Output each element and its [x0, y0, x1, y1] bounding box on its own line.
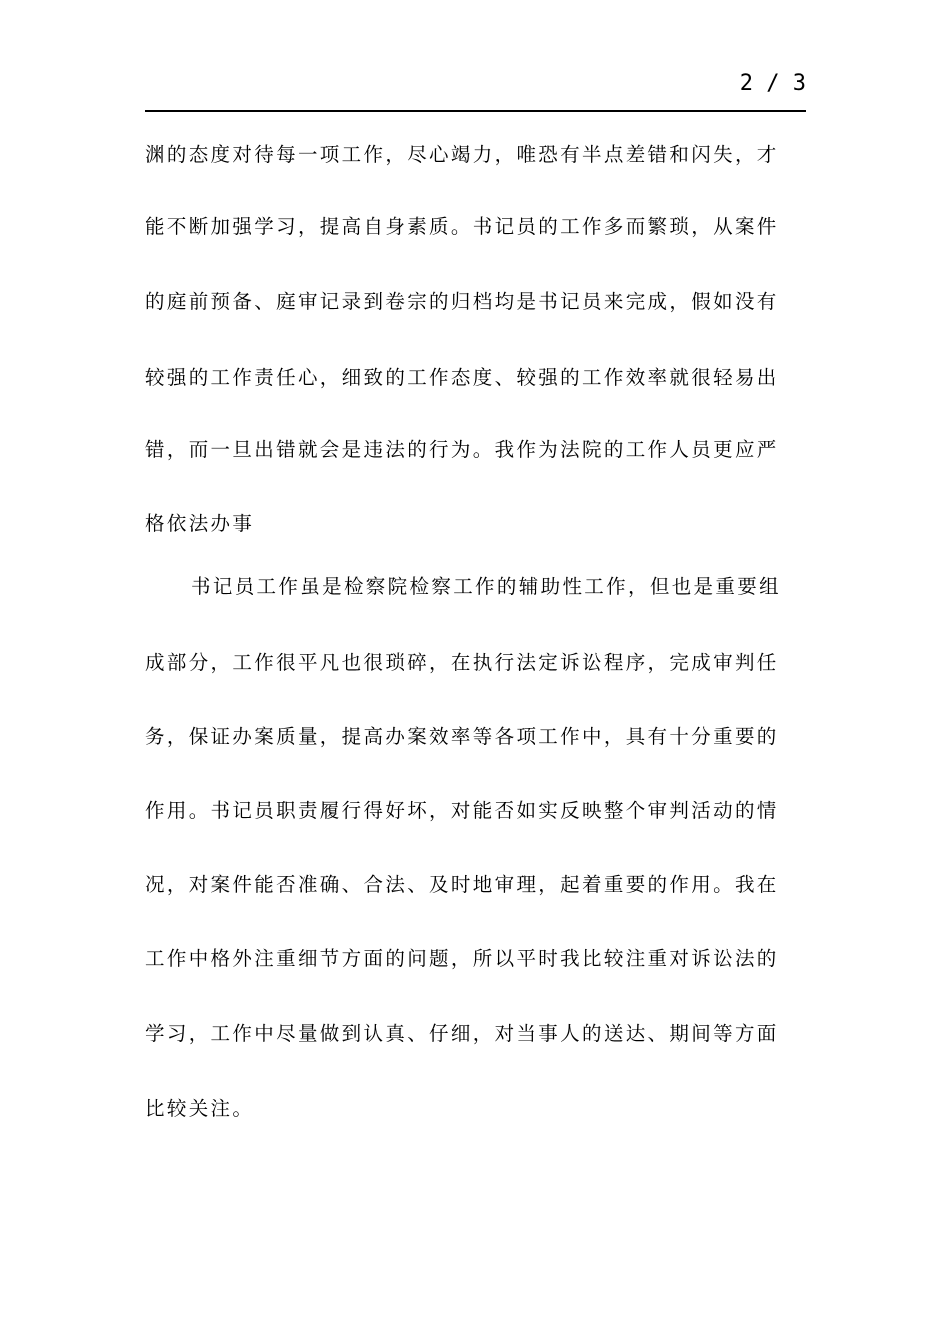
page-number: 2 / 3: [739, 71, 806, 96]
text-line: 能不断加强学习，提高自身素质。书记员的工作多而繁琐，从案件: [145, 215, 779, 238]
paragraph-first-line: 书记员工作虽是检察院检察工作的辅助性工作，但也是重要组: [191, 575, 781, 598]
text-line: 务，保证办案质量，提高办案效率等各项工作中，具有十分重要的: [145, 725, 779, 748]
text-line: 作用。书记员职责履行得好坏，对能否如实反映整个审判活动的情: [145, 799, 779, 822]
text-line: 错，而一旦出错就会是违法的行为。我作为法院的工作人员更应严: [145, 438, 779, 461]
text-line: 况，对案件能否准确、合法、及时地审理，起着重要的作用。我在: [145, 873, 779, 896]
header-divider: [145, 110, 806, 112]
text-line: 的庭前预备、庭审记录到卷宗的归档均是书记员来完成，假如没有: [145, 290, 779, 313]
text-line: 学习，工作中尽量做到认真、仔细，对当事人的送达、期间等方面: [145, 1022, 779, 1045]
text-line: 渊的态度对待每一项工作，尽心竭力，唯恐有半点差错和闪失，才: [145, 143, 779, 166]
text-line: 格依法办事: [145, 512, 255, 535]
text-line: 较强的工作责任心，细致的工作态度、较强的工作效率就很轻易出: [145, 366, 779, 389]
text-line: 成部分，工作很平凡也很琐碎，在执行法定诉讼程序，完成审判任: [145, 651, 779, 674]
text-line: 工作中格外注重细节方面的问题，所以平时我比较注重对诉讼法的: [145, 947, 779, 970]
text-line: 比较关注。: [145, 1097, 255, 1120]
page-header: [145, 68, 806, 112]
